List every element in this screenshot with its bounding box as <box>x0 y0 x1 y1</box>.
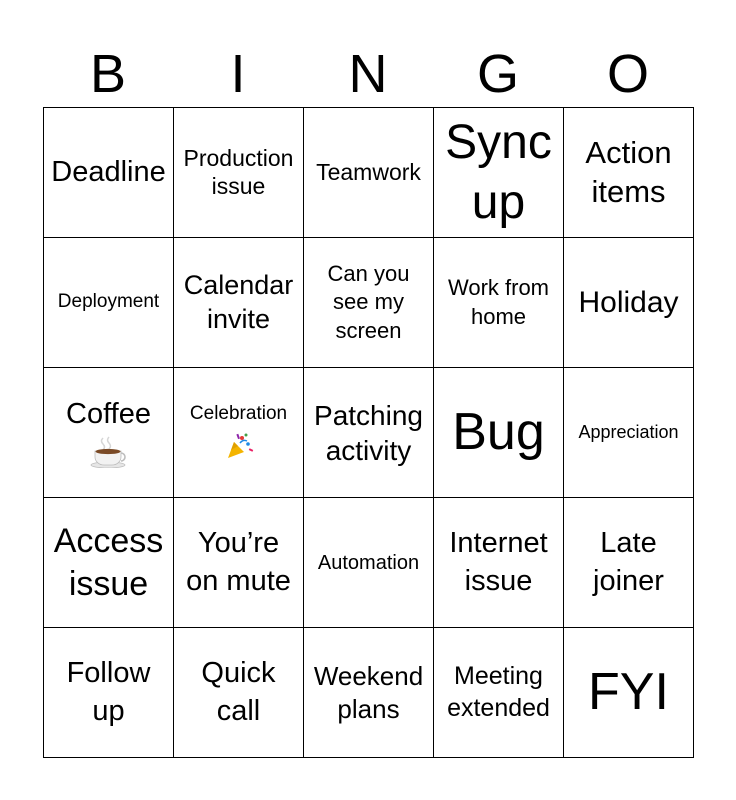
bingo-cell[interactable] <box>44 108 174 238</box>
coffee-cup-icon <box>89 436 129 468</box>
bingo-cell[interactable] <box>304 368 434 498</box>
cell-label: Appreciation <box>578 421 679 442</box>
header-letter-n: N <box>348 44 388 104</box>
cell-label: Sync up <box>445 115 552 229</box>
cell-label: Can you see my screen <box>327 260 410 343</box>
cell-label: Follow up <box>66 656 151 727</box>
bingo-cell[interactable] <box>44 628 174 758</box>
cell-label: Coffee <box>66 398 151 431</box>
bingo-cell[interactable] <box>434 238 564 368</box>
bingo-cell[interactable] <box>44 238 174 368</box>
bingo-board <box>43 107 694 758</box>
header-letter-i: I <box>230 44 246 104</box>
cell-label: Work from home <box>447 274 550 329</box>
cell-label: You’re on mute <box>186 526 291 597</box>
cell-label: Deployment <box>57 291 160 313</box>
cell-label: Production issue <box>183 144 294 199</box>
bingo-cell[interactable] <box>434 108 564 238</box>
bingo-cell[interactable] <box>174 238 304 368</box>
header-letter-b: B <box>89 44 127 104</box>
bingo-cell[interactable] <box>304 238 434 368</box>
bingo-cell[interactable] <box>434 368 564 498</box>
cell-label: FYI <box>588 662 669 721</box>
bingo-cell[interactable] <box>44 368 174 498</box>
cell-label: Bug <box>452 402 545 461</box>
bingo-cell[interactable] <box>174 498 304 628</box>
bingo-cell[interactable] <box>44 498 174 628</box>
bingo-cell[interactable] <box>304 498 434 628</box>
cell-label: Weekend plans <box>313 661 424 724</box>
header-letter-o: O <box>606 44 649 104</box>
header-letter-g: G <box>476 44 519 104</box>
bingo-cell[interactable] <box>434 628 564 758</box>
bingo-cell[interactable] <box>564 108 694 238</box>
bingo-cell[interactable] <box>564 628 694 758</box>
cell-label: Access issue <box>53 522 164 603</box>
party-popper-icon <box>224 430 254 462</box>
cell-label: Holiday <box>578 285 679 319</box>
cell-label: Patching activity <box>314 399 423 466</box>
bingo-cell[interactable] <box>174 368 304 498</box>
cell-label: Automation <box>317 551 420 574</box>
bingo-cell[interactable] <box>564 498 694 628</box>
cell-label: Internet issue <box>449 526 548 597</box>
cell-label: Calendar invite <box>183 269 294 334</box>
bingo-cell[interactable] <box>564 238 694 368</box>
bingo-cell[interactable] <box>304 108 434 238</box>
cell-label: Teamwork <box>316 158 421 185</box>
bingo-cell[interactable] <box>174 628 304 758</box>
cell-label: Deadline <box>51 156 166 189</box>
bingo-cell[interactable] <box>304 628 434 758</box>
bingo-header <box>43 42 693 106</box>
cell-label: Action items <box>585 134 672 209</box>
cell-label: Celebration <box>189 403 288 425</box>
cell-label: Quick call <box>201 656 276 727</box>
cell-label: Meeting extended <box>447 662 550 722</box>
bingo-cell[interactable] <box>174 108 304 238</box>
bingo-cell[interactable] <box>434 498 564 628</box>
bingo-cell[interactable] <box>564 368 694 498</box>
cell-label: Late joiner <box>593 526 664 597</box>
